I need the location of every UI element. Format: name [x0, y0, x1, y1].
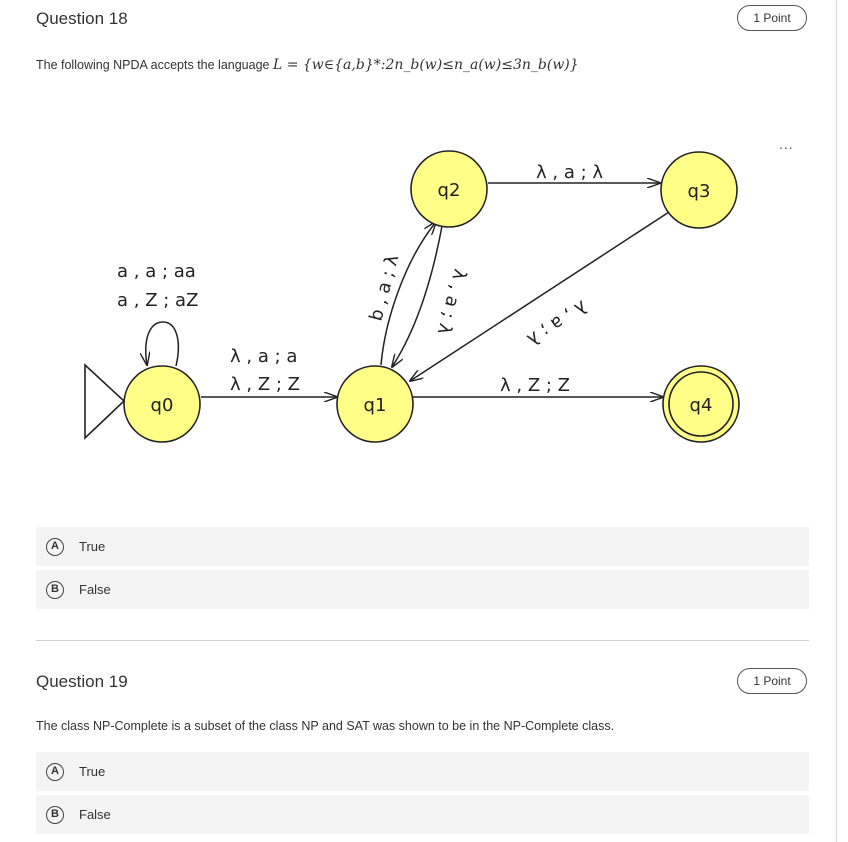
edge-q0-loop [146, 322, 179, 366]
label-q0-loop-2: a , Z ; aZ [117, 290, 199, 311]
option-letter-badge: B [46, 806, 64, 824]
label-q2-q3: λ , a ; λ [536, 162, 604, 183]
language-formula: L = {w∈{a,b}*:2n_b(w)≤n_a(w)≤3n_b(w)} [272, 57, 579, 73]
question-19-title: Question 19 [36, 672, 128, 691]
label-q3-q1: λ , a ; λ [523, 295, 591, 350]
question-18-points-badge: 1 Point [737, 5, 807, 31]
option-label: False [79, 582, 111, 597]
state-q3 [661, 152, 737, 228]
question-19-option-b[interactable] [36, 795, 809, 834]
label-q2-q1: λ , a ; λ [432, 266, 471, 337]
question-19-points-badge: 1 Point [737, 668, 807, 694]
state-q1-label: q1 [363, 395, 387, 416]
label-q0-q1-1: λ , a ; a [230, 346, 298, 367]
question-18-option-a[interactable] [36, 527, 809, 566]
state-q4-accepting [663, 366, 739, 442]
question-divider [36, 640, 809, 641]
question-18-title: Question 18 [36, 9, 128, 28]
option-label: True [79, 764, 106, 779]
question-18-prompt: The following NPDA accepts the language [36, 58, 270, 72]
option-letter-badge: A [46, 538, 64, 556]
state-q2 [411, 151, 487, 227]
label-q0-loop-1: a , a ; aa [117, 261, 196, 282]
label-q0-q1-2: λ , Z ; Z [230, 374, 300, 395]
label-q1-q2: b , a ; λ [365, 252, 404, 324]
question-19-option-a[interactable] [36, 752, 809, 791]
edge-q2-q1 [392, 226, 442, 367]
option-letter-badge: B [46, 581, 64, 599]
question-19-text: The class NP-Complete is a subset of the class NP and SAT was shown to be in the NP-Complete class. [36, 719, 615, 733]
label-q1-q4: λ , Z ; Z [500, 375, 570, 396]
state-q0-label: q0 [150, 395, 174, 416]
option-letter-badge: A [46, 763, 64, 781]
state-q4-label: q4 [689, 395, 713, 416]
option-label: True [79, 539, 106, 554]
state-q0 [124, 366, 200, 442]
state-q1 [337, 366, 413, 442]
option-label: False [79, 807, 111, 822]
state-q3-label: q3 [687, 181, 711, 202]
state-q2-label: q2 [437, 180, 461, 201]
initial-state-marker [85, 365, 124, 438]
question-18-option-b[interactable] [36, 570, 809, 609]
more-options-icon[interactable]: ... [779, 136, 794, 152]
